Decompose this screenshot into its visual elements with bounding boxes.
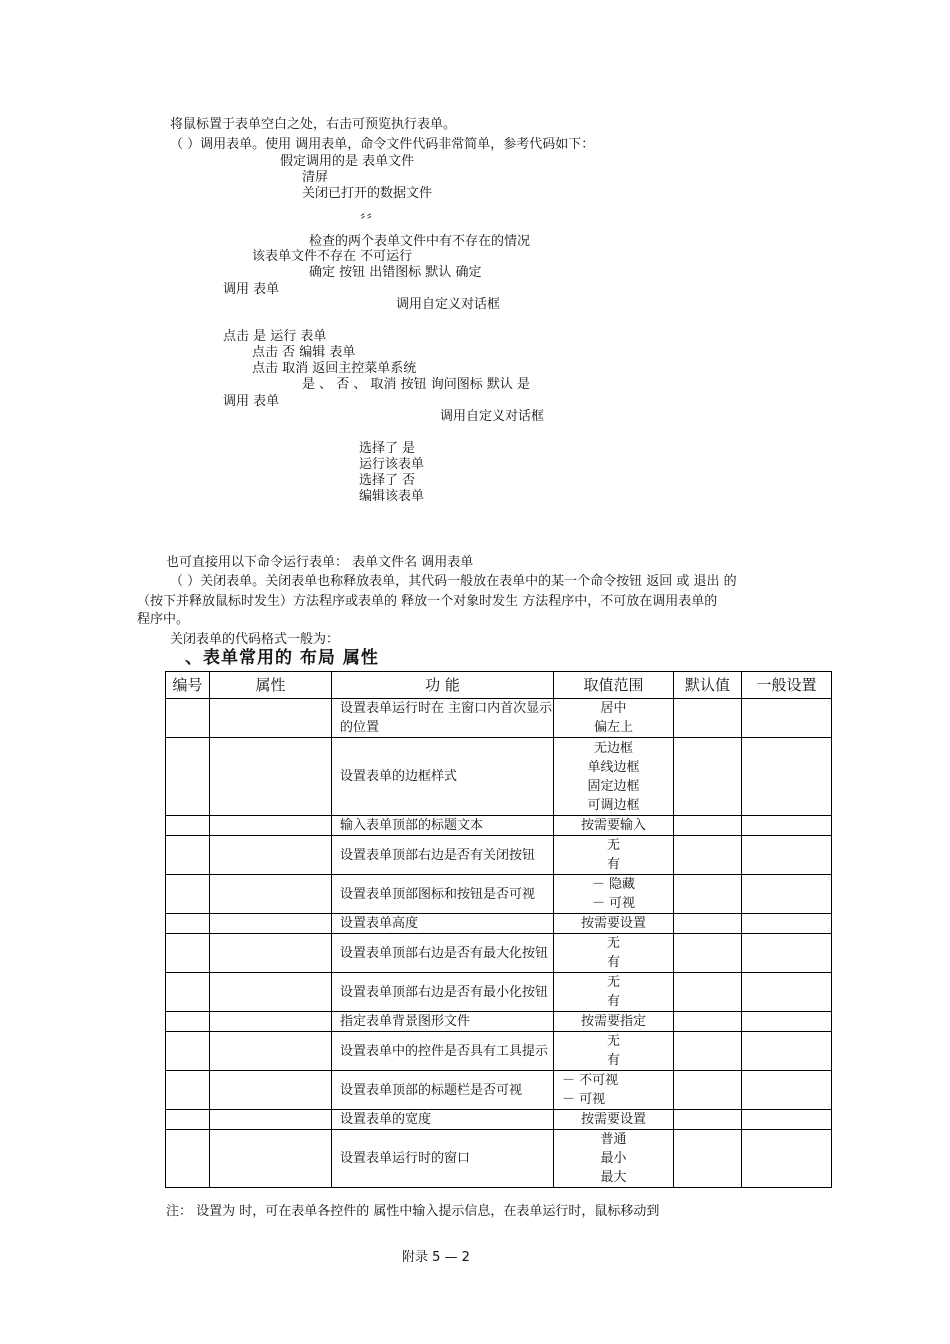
text-line: 清屏 <box>302 170 329 185</box>
range-value: 无边框 <box>593 740 633 756</box>
range-value: － 可视 <box>562 1092 606 1107</box>
range-value: 普通 <box>600 1132 627 1147</box>
range-cell <box>554 1130 674 1188</box>
range-cell <box>554 914 674 934</box>
range-value: 无 <box>606 936 620 951</box>
range-value: － 可视 <box>591 896 636 911</box>
function-cell: 设置表单顶部的标题栏是否可视 <box>332 1071 554 1110</box>
page-footer: 附录 5 — 2 <box>402 1250 470 1265</box>
range-cell <box>554 934 674 973</box>
function-cell: 设置表单顶部右边是否有最小化按钮 <box>332 973 554 1012</box>
range-cell <box>554 816 674 836</box>
text-line: （ ）关闭表单。关闭表单也称释放表单，其代码一般放在表单中的某一个命令按钮 返回 或 退出 的 <box>170 574 737 589</box>
text-line: 〞〞 <box>360 214 380 229</box>
function-cell: 指定表单背景图形文件 <box>332 1012 554 1032</box>
range-cell <box>554 973 674 1012</box>
header-property: 属性 <box>210 672 332 699</box>
range-value: 最大 <box>600 1170 627 1185</box>
range-value: 无 <box>606 1034 620 1049</box>
text-line: 关闭表单的代码格式一般为： <box>170 632 340 647</box>
header-number: 编号 <box>166 672 210 699</box>
text-line: 将鼠标置于表单空白之处，右击可预览执行表单。 <box>170 117 457 132</box>
text-line: 点击 否 编辑 表单 <box>252 345 356 360</box>
range-value: 偏左上 <box>593 720 633 735</box>
range-value: 有 <box>606 1053 620 1068</box>
function-cell: 设置表单运行时在 主窗口内首次显示的位置 <box>332 699 554 738</box>
table-row <box>166 973 832 1012</box>
range-value: 无 <box>606 975 620 990</box>
table-row <box>166 1130 832 1188</box>
range-value: 居中 <box>600 701 627 716</box>
range-value: 按需要指定 <box>580 1014 646 1029</box>
range-cell <box>554 875 674 914</box>
header-range: 取值范围 <box>554 672 674 699</box>
text-line: 检查的两个表单文件中有不存在的情况 <box>309 234 531 249</box>
function-cell: 设置表单的边框样式 <box>332 738 554 816</box>
range-value: 按需要设置 <box>580 916 646 931</box>
table-row <box>166 1012 832 1032</box>
table-row <box>166 1110 832 1130</box>
text-line: 选择了 是 <box>359 441 416 456</box>
function-cell: 设置表单顶部右边是否有最大化按钮 <box>332 934 554 973</box>
text-line: 点击 是 运行 表单 <box>223 329 327 344</box>
table-row <box>166 1071 832 1110</box>
range-cell <box>554 699 674 738</box>
function-cell: 设置表单的宽度 <box>332 1110 554 1130</box>
range-value: 单线边框 <box>587 759 640 775</box>
range-value: 有 <box>606 994 620 1009</box>
function-cell: 设置表单顶部图标和按钮是否可视 <box>332 875 554 914</box>
text-line: 假定调用的是 表单文件 <box>280 154 415 169</box>
text-line: 编辑该表单 <box>359 489 425 504</box>
range-cell <box>554 836 674 875</box>
table-row <box>166 914 832 934</box>
table-row <box>166 836 832 875</box>
range-value: 可调边框 <box>587 797 640 813</box>
text-line: 也可直接用以下命令运行表单： 表单文件名 调用表单 <box>166 555 474 570</box>
range-value: 有 <box>606 955 620 970</box>
note-line: 注： 设置为 时，可在表单各控件的 属性中输入提示信息，在表单运行时，鼠标移动到 <box>166 1204 660 1219</box>
range-value: 无 <box>606 838 620 853</box>
text-line: 确定 按钮 出错图标 默认 确定 <box>309 265 482 280</box>
header-function: 功 能 <box>332 672 554 699</box>
text-line: 点击 取消 返回主控菜单系统 <box>252 361 417 376</box>
text-line: （ ）调用表单。使用 调用表单，命令文件代码非常简单，参考代码如下： <box>170 137 595 152</box>
text-line: 选择了 否 <box>359 473 416 488</box>
function-cell: 设置表单高度 <box>332 914 554 934</box>
range-value: － 隐藏 <box>591 877 636 892</box>
range-cell <box>554 738 674 816</box>
section-heading: 、表单常用的 布局 属性 <box>185 648 379 668</box>
table-row <box>166 738 832 816</box>
text-line: 调用自定义对话框 <box>440 409 545 424</box>
range-cell <box>554 1110 674 1130</box>
properties-table <box>165 671 832 1188</box>
text-line: 程序中。 <box>137 612 190 627</box>
range-cell <box>554 1071 674 1110</box>
text-line: 调用自定义对话框 <box>396 297 501 312</box>
text-line: 是 、 否 、 取消 按钮 询问图标 默认 是 <box>302 377 531 392</box>
range-value: 有 <box>606 857 620 872</box>
table-row <box>166 699 832 738</box>
text-line: 调用 表单 <box>223 282 280 297</box>
range-value: 按需要设置 <box>580 1112 646 1127</box>
header-default: 默认值 <box>674 672 742 699</box>
range-cell <box>554 1012 674 1032</box>
range-cell <box>554 1032 674 1071</box>
table-header-row <box>166 672 832 699</box>
function-cell: 输入表单顶部的标题文本 <box>332 816 554 836</box>
text-line: 运行该表单 <box>359 457 425 472</box>
range-value: 固定边框 <box>587 778 640 794</box>
table-row <box>166 1032 832 1071</box>
function-cell: 设置表单运行时的窗口 <box>332 1130 554 1188</box>
range-value: － 不可视 <box>562 1073 619 1088</box>
table-row <box>166 934 832 973</box>
text-line: （按下并释放鼠标时发生）方法程序或表单的 释放一个对象时发生 方法程序中，不可放在调用表单的 <box>137 594 718 609</box>
table-row <box>166 875 832 914</box>
function-cell: 设置表单中的控件是否具有工具提示 <box>332 1032 554 1071</box>
table-row <box>166 816 832 836</box>
header-setting: 一般设置 <box>742 672 832 699</box>
text-line: 该表单文件不存在 不可运行 <box>252 249 413 264</box>
function-cell: 设置表单顶部右边是否有关闭按钮 <box>332 836 554 875</box>
text-line: 调用 表单 <box>223 394 280 409</box>
range-value: 按需要输入 <box>580 818 646 833</box>
range-value: 最小 <box>600 1151 627 1166</box>
text-line: 关闭已打开的数据文件 <box>302 186 433 201</box>
